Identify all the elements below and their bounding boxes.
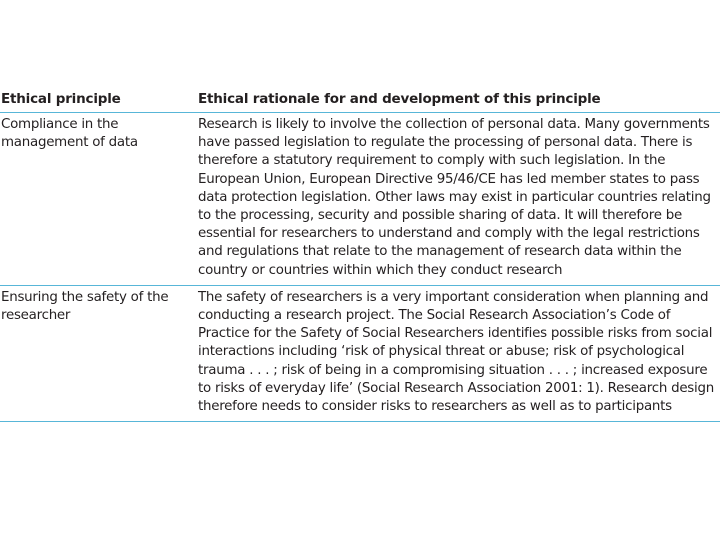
principle-cell: Compliance in the management of data	[1, 117, 138, 151]
header-ethical-principle: Ethical principle	[1, 91, 121, 107]
table-row	[0, 286, 720, 422]
rationale-text: The safety of researchers is a very important consideration when planning and conducting a research project. The Social Research Association’s Code of Practice for the Safety of Social Researchers identifies possible risks from social interactions including ‘risk of physical threat or abuse; risk of psychological trauma . . . ; risk of being in a compromising situation . . . ; increased exposure to risks of everyday life’ (Social Research Association 2001: 1). Research design therefore needs to consider risks to researchers as well as to participants	[198, 289, 714, 415]
table-header-row	[0, 85, 720, 113]
header-ethical-rationale: Ethical rationale for and development of this principle	[198, 91, 601, 107]
rationale-cell	[198, 289, 718, 416]
rationale-cell	[198, 116, 718, 280]
table-row	[0, 113, 720, 286]
principle-cell: Ensuring the safety of the researcher	[1, 289, 169, 324]
ethics-table	[0, 85, 720, 422]
rationale-text: Research is likely to involve the collection of personal data. Many governments have passed legislation to regulate the processing of personal data. There is therefore a statutory requirement to comply with such legislation. In the European Union, European Directive 95/46/CE has led member states to pass data protection legislation. Other laws may exist in particular countries relating to the processing, security and possible sharing of data. It will therefore be essential for researchers to understand and comply with the legal restrictions and regulations that relate to the management of research data within the country or countries within which they conduct research	[198, 117, 711, 278]
